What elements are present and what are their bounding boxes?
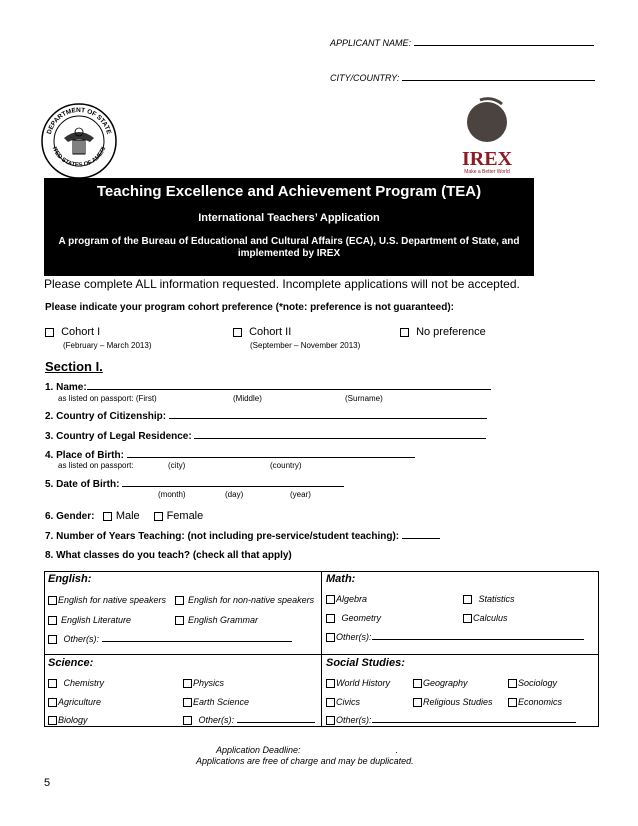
cohort-3-checkbox[interactable] <box>400 328 409 337</box>
economics-option[interactable] <box>508 697 562 707</box>
calculus-option[interactable] <box>463 613 508 623</box>
social-other-option[interactable] <box>326 715 576 725</box>
math-other-field[interactable] <box>372 639 584 640</box>
english-nonnative-checkbox[interactable] <box>175 596 184 605</box>
english-heading: English: <box>48 573 92 585</box>
q4-row <box>45 450 415 461</box>
page-number: 5 <box>44 777 51 789</box>
english-native-option[interactable] <box>48 595 166 605</box>
cohort-option-1[interactable] <box>45 326 100 338</box>
deadline-label: Application Deadline: <box>216 745 301 755</box>
calculus-checkbox[interactable] <box>463 614 472 623</box>
english-other-option[interactable] <box>48 634 292 644</box>
economics-checkbox[interactable] <box>508 698 517 707</box>
chemistry-option[interactable] <box>48 678 104 688</box>
section-title: Section I. <box>45 359 103 374</box>
irex-circle-icon <box>464 94 510 144</box>
instructions: Please complete ALL information requested. Incomplete applications will not be accepted. <box>44 277 520 291</box>
q1-label: 1. Name: <box>45 382 87 393</box>
seal-top-text: DEPARTMENT OF STATE <box>45 106 113 136</box>
statistics-label: Statistics <box>478 594 515 604</box>
city-country-row <box>330 73 595 84</box>
agriculture-option[interactable] <box>48 697 101 707</box>
q4-label: 4. Place of Birth: <box>45 450 124 461</box>
program-banner <box>44 178 534 276</box>
q1-note: as listed on passport: (First) <box>58 394 157 403</box>
civics-label: Civics <box>336 697 360 707</box>
math-other-label: Other(s): <box>336 632 372 642</box>
math-other-checkbox[interactable] <box>326 633 335 642</box>
statistics-option[interactable] <box>463 594 515 604</box>
science-other-field[interactable] <box>237 722 315 723</box>
physics-checkbox[interactable] <box>183 679 192 688</box>
q3-label: 3. Country of Legal Residence: <box>45 431 192 442</box>
sociology-checkbox[interactable] <box>508 679 517 688</box>
q1-surname: (Surname) <box>345 394 383 403</box>
table-vertical-divider <box>321 572 322 726</box>
applicant-name-row <box>330 38 594 49</box>
world-history-label: World History <box>336 678 391 688</box>
cohort-1-checkbox[interactable] <box>45 328 54 337</box>
math-heading: Math: <box>326 573 356 585</box>
q5-label: 5. Date of Birth: <box>45 479 120 490</box>
citizenship-field[interactable] <box>169 418 487 419</box>
banner-title: Teaching Excellence and Achievement Program (TEA) <box>96 183 482 200</box>
q1-middle: (Middle) <box>233 394 262 403</box>
irex-name: IREX <box>462 148 513 170</box>
q4-city: (city) <box>168 461 186 470</box>
q2-label: 2. Country of Citizenship: <box>45 411 167 422</box>
english-grammar-label: English Grammar <box>188 615 259 625</box>
q4-country: (country) <box>270 461 302 470</box>
calculus-label: Calculus <box>473 613 508 623</box>
economics-label: Economics <box>518 697 563 707</box>
english-other-field[interactable] <box>102 641 292 642</box>
agriculture-checkbox[interactable] <box>48 698 57 707</box>
cohort-1-label: Cohort I <box>61 326 101 338</box>
deadline-row <box>216 745 398 755</box>
civics-option[interactable] <box>326 697 360 707</box>
earth-science-option[interactable] <box>183 697 249 707</box>
english-literature-label: English Literature <box>61 615 132 625</box>
q8-label: 8. What classes do you teach? (check all that apply) <box>45 550 292 561</box>
civics-checkbox[interactable] <box>326 698 335 707</box>
q2-row <box>45 411 487 422</box>
english-literature-option[interactable] <box>48 615 131 625</box>
classes-table <box>44 571 599 727</box>
geography-label: Geography <box>423 678 468 688</box>
q5-year: (year) <box>290 490 311 499</box>
applicant-name-field[interactable] <box>414 45 594 46</box>
female-label: Female <box>166 510 204 522</box>
cohort-option-3[interactable] <box>400 326 486 338</box>
q5-row <box>45 479 344 490</box>
q5-day: (day) <box>225 490 244 499</box>
chemistry-label: Chemistry <box>63 678 105 688</box>
free-of-charge-note: Applications are free of charge and may be duplicated. <box>196 756 414 766</box>
science-heading: Science: <box>48 657 94 669</box>
biology-checkbox[interactable] <box>48 716 57 725</box>
applicant-name-label: APPLICANT NAME: <box>330 38 412 48</box>
algebra-checkbox[interactable] <box>326 595 335 604</box>
q6-row <box>45 510 203 522</box>
male-checkbox[interactable] <box>103 512 112 521</box>
banner-description: A program of the Bureau of Educational and Cultural Affairs (ECA), U.S. Department of State, and implemented by IREX <box>58 236 520 259</box>
science-other-option[interactable] <box>183 715 315 725</box>
table-horizontal-divider <box>45 654 598 655</box>
world-history-checkbox[interactable] <box>326 679 335 688</box>
social-other-checkbox[interactable] <box>326 716 335 725</box>
english-native-checkbox[interactable] <box>48 596 57 605</box>
q6-label: 6. Gender: <box>45 511 95 522</box>
name-field[interactable] <box>87 389 491 390</box>
world-history-option[interactable] <box>326 678 390 688</box>
english-grammar-option[interactable] <box>175 615 258 625</box>
q5-month: (month) <box>158 490 186 499</box>
cohort-option-2[interactable] <box>233 326 291 338</box>
q7-row <box>45 531 440 542</box>
science-other-label: Other(s): <box>198 715 235 725</box>
q7-label: 7. Number of Years Teaching: (not including pre-service/student teaching): <box>45 531 400 542</box>
city-country-label: CITY/COUNTRY: <box>330 73 400 83</box>
female-checkbox[interactable] <box>154 512 163 521</box>
religious-studies-label: Religious Studies <box>423 697 493 707</box>
q4-note: as listed on passport: <box>58 461 134 470</box>
english-native-label: English for native speakers <box>58 595 167 605</box>
geography-checkbox[interactable] <box>413 679 422 688</box>
social-other-label: Other(s): <box>336 715 372 725</box>
social-studies-heading: Social Studies: <box>326 657 405 669</box>
physics-option[interactable] <box>183 678 224 688</box>
english-literature-checkbox[interactable] <box>48 616 57 625</box>
residence-field[interactable] <box>194 438 486 439</box>
sociology-label: Sociology <box>518 678 558 688</box>
science-other-checkbox[interactable] <box>183 716 192 725</box>
geography-option[interactable] <box>413 678 468 688</box>
banner-subtitle: International Teachers’ Application <box>198 212 380 224</box>
earth-science-checkbox[interactable] <box>183 698 192 707</box>
sociology-option[interactable] <box>508 678 557 688</box>
male-label: Male <box>115 510 140 522</box>
seal-icon <box>40 102 118 180</box>
years-teaching-field[interactable] <box>402 538 440 539</box>
earth-science-label: Earth Science <box>193 697 250 707</box>
statistics-checkbox[interactable] <box>463 595 472 604</box>
english-other-checkbox[interactable] <box>48 635 57 644</box>
irex-tagline: Make a Better World <box>464 169 510 175</box>
english-other-label: Other(s): <box>63 634 100 644</box>
city-country-field[interactable] <box>402 80 595 81</box>
department-of-state-seal <box>40 102 118 180</box>
cohort-prompt: Please indicate your program cohort preference (*note: preference is not guaranteed): <box>45 302 454 313</box>
religious-studies-option[interactable] <box>413 697 493 707</box>
cohort-2-dates: (September – November 2013) <box>250 341 361 350</box>
biology-label: Biology <box>58 715 88 725</box>
q1-row <box>45 382 491 393</box>
birthplace-field[interactable] <box>127 457 415 458</box>
agriculture-label: Agriculture <box>58 697 102 707</box>
q3-row <box>45 431 486 442</box>
cohort-1-dates: (February – March 2013) <box>63 341 152 350</box>
seal-bottom-text: ITED STATES OF AMERI <box>50 146 108 169</box>
english-grammar-checkbox[interactable] <box>175 616 184 625</box>
chemistry-checkbox[interactable] <box>48 679 57 688</box>
cohort-2-checkbox[interactable] <box>233 328 242 337</box>
geometry-checkbox[interactable] <box>326 614 335 623</box>
math-other-option[interactable] <box>326 632 584 642</box>
irex-logo <box>462 94 512 178</box>
religious-studies-checkbox[interactable] <box>413 698 422 707</box>
biology-option[interactable] <box>48 715 88 725</box>
physics-label: Physics <box>193 678 225 688</box>
cohort-2-label: Cohort II <box>249 326 292 338</box>
geometry-option[interactable] <box>326 613 381 623</box>
geometry-label: Geometry <box>341 613 382 623</box>
birthdate-field[interactable] <box>122 486 344 487</box>
algebra-option[interactable] <box>326 594 367 604</box>
algebra-label: Algebra <box>336 594 368 604</box>
english-nonnative-option[interactable] <box>175 595 314 605</box>
english-nonnative-label: English for non-native speakers <box>188 595 315 605</box>
deadline-dot: . <box>395 745 399 755</box>
social-other-field[interactable] <box>372 722 576 723</box>
cohort-3-label: No preference <box>416 326 486 338</box>
